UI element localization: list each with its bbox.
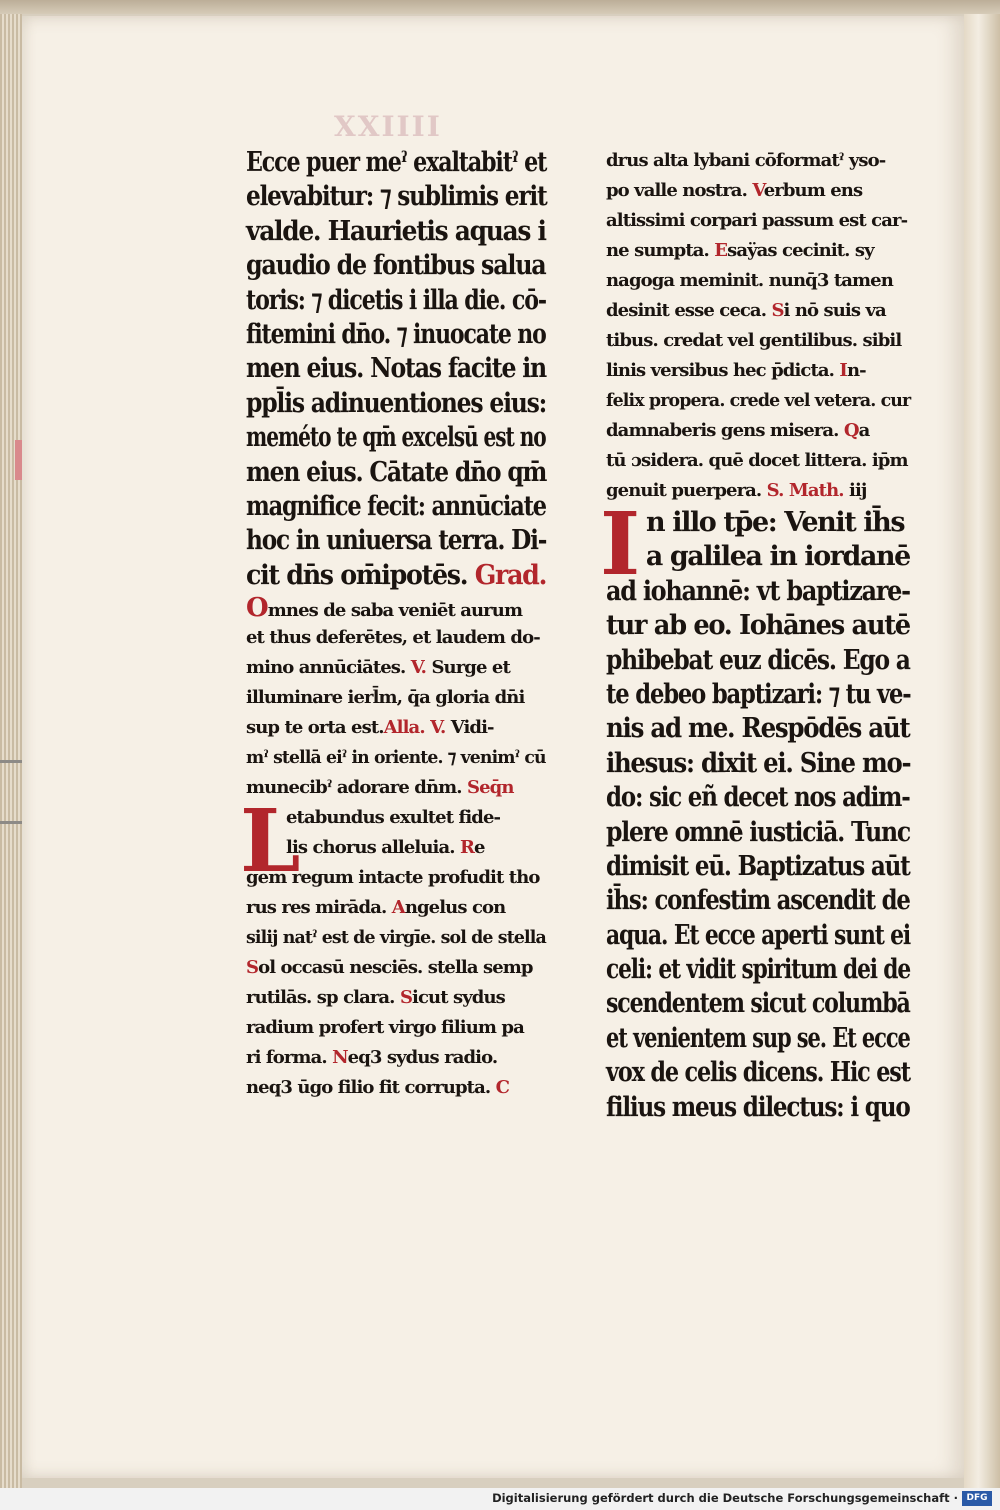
text-span: desinit esse ceca. [606,300,767,321]
initial-I-large: I [600,494,641,595]
text-line: silij natˀ est de virgīe. sol de stella [246,927,546,949]
text-span: mino annūciātes. [246,657,411,679]
text-line [246,893,546,923]
text-line: phibebat euz dicēs. Ego a [606,644,910,676]
text-line: n illo tp̄e: Venit ih̄s [646,507,905,538]
text-line [606,176,910,206]
text-line: do: sic eñ decet nos adim- [606,782,910,814]
text-span: linis versibus hec p̄dicta. [606,360,835,381]
text-line: vox de celis dicens. Hic est [606,1057,910,1089]
initial-A: A [391,897,405,919]
text-span: ri forma. [246,1047,327,1069]
text-span: Surge et [431,657,510,679]
text-line: dimisit eū. Baptizatus aūt [606,850,910,882]
text-line: men eius. Cātate dn̄o qm̄ [246,456,547,488]
text-span: lis chorus alleluia. [286,837,455,859]
text-span: ngelus con [404,897,506,919]
dfg-logo: DFG [962,1491,992,1506]
text-line [246,559,547,593]
text-line: nis ad me. Respōdēs aūt [606,713,910,745]
text-line [246,983,546,1013]
initial-C: C [495,1077,510,1099]
text-span: e [474,837,485,859]
left-column [240,146,547,1103]
text-line: fitemini dn̄o. ⁊ inuocate no [246,318,546,350]
text-line: toris: ⁊ dicetis i illa die. cō- [246,284,546,316]
text-line: gaudio de fontibus salua [246,250,546,282]
text-span: i nō suis va [783,300,886,321]
text-span: Vidi- [450,717,494,739]
text-line: magnifice fecit: annūciate [246,490,546,522]
text-line: valde. Haurietis aquas i [246,215,546,247]
text-span: saÿas cecinit. sy [727,240,874,261]
rubric-alla: Alla. [383,717,425,739]
text-line: Ecce puer meˀ exaltabitˀ et [246,147,547,178]
text-line: te debeo baptizari: ⁊ tu ve- [606,678,911,710]
text-line: scendentem sicut columbā [606,988,910,1020]
text-line: et thus deferētes, et laudem do- [246,627,540,649]
text-line: filius meus dilectus: i quo [606,1091,910,1123]
text-line [606,476,910,506]
text-line: a galilea in iordanē [645,541,910,573]
text-line: nagoga meminit. nunq̄3 tamen [606,270,893,291]
funding-credit: Digitalisierung gefördert durch die Deutsche Forschungsgemeinschaft · [492,1491,958,1505]
text-span: damnaberis gens misera. [606,420,839,441]
right-column [600,146,911,1125]
text-span: rus res mirāda. [246,897,387,919]
initial-L: L [240,791,301,893]
text-line [246,653,546,683]
text-line: meméto te qm̄ excelsū est no [246,422,546,454]
text-line [246,1043,546,1073]
text-span: a [858,420,870,441]
text-span: n- [846,360,866,381]
initial-I: I [839,360,847,381]
text-span: po valle nostra. [606,180,747,201]
text-line: tibus. credat vel gentilibus. sibil [606,330,902,351]
rubric-v: V. [430,717,446,739]
text-line: ih̄s: confestim ascendit de [606,885,910,917]
text-line [246,593,546,623]
text-line: drus alta lybani cōformatˀ yso- [606,150,886,171]
rubric-grad: Grad. [474,559,547,591]
text-line: tū ɔsidera. quē docet littera. ip̄m [606,450,908,471]
text-span: ol occasū nesciēs. stella semp [258,957,533,979]
binding-top [0,0,1000,14]
initial-N: N [332,1047,348,1069]
initial-O: O [246,593,268,624]
text-line: men eius. Notas facite in [246,353,546,385]
folio-number: XXIIII [334,110,442,143]
page-edges-left [0,14,22,1488]
text-span: genuit puerpera. [606,480,762,501]
text-line: etabundus exultet fide- [286,807,501,829]
text-line: hoc in uniuersa terra. Di- [246,525,547,557]
left-large-text [246,146,546,593]
text-span: ne sumpta. [606,240,709,261]
text-span: munecibˀ adorare dn̄m. [246,777,462,799]
text-line: celi: et vidit spiritum dei de [606,954,911,986]
rubric-math: S. Math. [766,480,844,501]
footer-bar [0,1488,1000,1510]
text-span: erbum ens [763,180,863,201]
initial-S: S [246,957,259,979]
text-span: mnes de saba veniēt aurum [267,600,523,622]
rubric-v: V. [410,657,427,679]
text-line [246,953,546,983]
text-line: radium profert virgo filium pa [246,1017,524,1039]
text-line: plere omnē iusticiā. Tunc [606,816,911,848]
rubric-seqn: Seq̄n [467,777,514,799]
initial-E: E [714,240,728,261]
text-line: illuminare ierl̄m, q̄a gloria dn̄i [246,687,525,709]
text-line [606,356,910,386]
initial-S: S [399,987,413,1009]
text-span: sup te orta est. [246,717,384,739]
text-span: rutilās. sp clara. [246,987,395,1009]
text-line: et venientem sup se. Et ecce [606,1022,910,1054]
text-line [606,296,910,326]
text-line: altissimi corpari passum est car- [606,210,908,231]
text-line: ihesus: dixit ei. Sine mo- [606,747,911,779]
text-line: tur ab eo. Iohānes autē [606,610,910,642]
text-span: neq3 ūgo filio fit corrupta. [246,1077,491,1099]
text-line: ppl̄is adinuentiones eius: [246,387,547,419]
text-line: felix propera. crede vel vetera. cur [606,390,911,411]
text-line: mˀ stellā eiˀ in oriente. ⁊ venimˀ cū [246,747,546,769]
initial-R: R [459,837,475,859]
right-small-text [606,146,910,506]
text-line: elevabitur: ⁊ sublimis erit [246,181,547,213]
text-span: eq3 sydus radio. [347,1047,498,1069]
text-line [246,1073,546,1103]
text-line: aqua. Et ecce aperti sunt ei [606,919,911,951]
text-span: icut sydus [412,987,505,1009]
text-line [606,416,910,446]
text-line [246,713,546,743]
text-line: ad iohannē: vt baptizare- [606,575,910,607]
initial-V: V [752,180,764,201]
left-small-text [240,593,546,1103]
initial-Q: Q [843,420,859,441]
text-line [606,236,910,266]
right-large-text [600,494,911,1125]
text-span: cit dn̄s om̄ipotēs. [246,559,475,591]
text-line: gem regum intacte profudit tho [246,867,540,889]
initial-S: S [771,300,784,321]
text-span: iij [849,480,867,501]
page-edges-right [964,14,1000,1488]
